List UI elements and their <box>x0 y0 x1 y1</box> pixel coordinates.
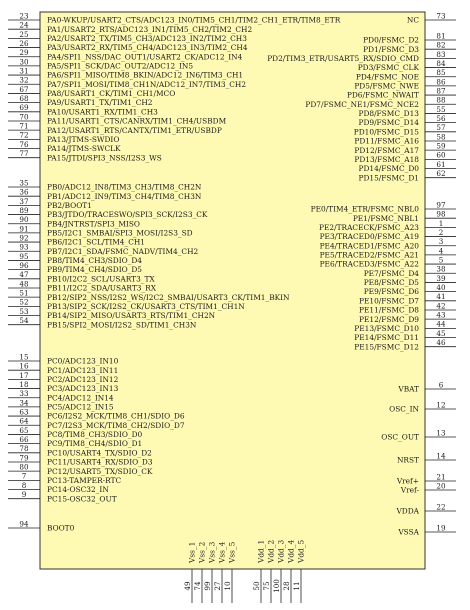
left-pin-9-number: 9 <box>21 490 27 500</box>
left-pin-90-label: PB4/JNTRST/SPI3_MISO <box>47 219 140 229</box>
right-pin-55-number: 55 <box>436 104 446 114</box>
left-pin-68-label: PA9/USART1_TX/TIM1_CH2 <box>47 98 153 108</box>
left-pin-95-number: 95 <box>19 251 29 261</box>
left-pin-91-number: 91 <box>19 224 29 234</box>
left-pin-15-number: 15 <box>19 352 29 362</box>
right-pin-14-label: NRST <box>396 455 419 465</box>
left-pin-31-label: PA6/SPI1_MISO/TIM8_BKIN/ADC12_IN6/TIM3_CH1 <box>47 70 244 80</box>
right-pin-87-label: PD6/FSMC_NWAIT <box>346 90 419 100</box>
right-pin-84-label: PD3/FSMC_CLK <box>357 63 419 73</box>
right-pin-43-number: 43 <box>436 310 446 320</box>
right-pin-40-number: 40 <box>436 283 446 293</box>
left-pin-95-label: PB8/TIM4_CH3/SDIO_D4 <box>47 256 142 266</box>
left-pin-89-label: PB3/JTDO/TRACESWO/SPI3_SCK/I2S3_CK <box>47 210 208 220</box>
left-pin-78-number: 78 <box>19 444 29 454</box>
left-pin-36-number: 36 <box>19 187 29 197</box>
right-pin-42-label: PE11/FSMC_D8 <box>359 305 419 315</box>
left-pin-91-label: PB5/I2C1_SMBAI/SPI3_MOSI/I2S3_SD <box>47 228 193 238</box>
left-pin-24-number: 24 <box>19 20 29 30</box>
bottom-pin-99-label: Vss_3 <box>207 541 217 563</box>
left-pin-65-label: PC8/TIM8_CH3/SDIO_D0 <box>47 430 143 440</box>
right-pin-86-label: PD5/FSMC_NWE <box>354 81 419 91</box>
bottom-pin-10-label: Vss_5 <box>227 541 237 563</box>
right-pin-3-label: PE4/TRACED1/FSMC_A20 <box>319 241 419 251</box>
right-pin-22-label: VDDA <box>396 506 419 516</box>
right-pin-73-label: NC <box>406 15 419 25</box>
right-pin-39-number: 39 <box>436 273 446 283</box>
left-pin-34-number: 34 <box>19 398 29 408</box>
bottom-pin-50-number: 50 <box>252 581 261 591</box>
right-pin-5-label: PE6/TRACED3/FSMC_A22 <box>319 259 419 269</box>
right-pin-20-label: Vref- <box>400 485 419 495</box>
bottom-pin-74-label: Vss_2 <box>197 541 207 563</box>
bottom-pin-100-label: Vdd_3 <box>276 539 286 563</box>
bottom-pin-74-number: 74 <box>193 581 202 591</box>
right-pin-20-number: 20 <box>436 481 446 491</box>
left-pin-94-label: BOOT0 <box>47 523 75 533</box>
left-pin-37-label: PB2/BOOT1 <box>47 200 92 210</box>
left-pin-70-number: 70 <box>19 112 29 122</box>
left-pin-63-label: PC6/I2S2_MCK/TIM8_CH1/SDIO_D6 <box>47 411 185 421</box>
left-pin-31-number: 31 <box>19 66 29 76</box>
left-pin-33-label: PC4/ADC12_IN14 <box>47 393 114 403</box>
right-pin-88-label: PD7/FSMC_NE1/FSMC_NCE2 <box>305 99 419 109</box>
right-pin-2-label: PE3/TRACED0/FSMC_A19 <box>319 232 419 242</box>
bottom-pin-75-label: Vdd_2 <box>266 539 276 563</box>
left-pin-53-label: PB14/SIP2_MISO/USART3_RTS/TIM1_CH2N <box>47 311 216 321</box>
right-pin-41-number: 41 <box>436 292 446 302</box>
left-pin-66-label: PC9/TIM8_CH4/SDIO_D1 <box>47 439 143 449</box>
right-pin-62-number: 62 <box>436 169 446 179</box>
left-pin-18-label: PC3/ADC123_IN13 <box>47 384 119 394</box>
right-pin-13-label: OSC_OUT <box>381 432 419 442</box>
bottom-pin-10-number: 10 <box>223 581 232 591</box>
left-pin-48-label: PB11/I2C2_SDA/USART3_RX <box>47 283 157 293</box>
right-pin-56-label: PD9/FSMC_D14 <box>358 118 419 128</box>
left-pin-80-label: PC12/USART5_TX/SDIO_CK <box>47 466 153 476</box>
right-pin-45-number: 45 <box>436 328 446 338</box>
right-pin-3-number: 3 <box>438 237 444 247</box>
left-pin-68-number: 68 <box>19 94 29 104</box>
left-pin-93-number: 93 <box>19 242 29 252</box>
right-pin-1-number: 1 <box>438 218 444 228</box>
right-pin-83-label: PD2/TIM3_ETR/USART5_RX/SDIO_CMD <box>267 53 419 63</box>
bottom-pin-11-label: Vdd_5 <box>296 539 306 563</box>
right-pin-56-number: 56 <box>436 114 446 124</box>
left-pin-8-number: 8 <box>21 480 27 490</box>
right-pin-39-label: PE8/FSMC_D5 <box>363 278 419 288</box>
left-pin-23-number: 23 <box>19 11 29 21</box>
bottom-pin-27-label: Vss_4 <box>217 541 227 563</box>
left-pin-65-number: 65 <box>19 425 29 435</box>
left-pin-69-number: 69 <box>19 103 29 113</box>
left-pin-67-number: 67 <box>19 84 29 94</box>
bottom-pin-27-number: 27 <box>213 581 222 591</box>
left-pin-89-number: 89 <box>19 205 29 215</box>
left-pin-70-label: PA11/USART1_CTS/CANRX/TIM1_CH4/USBDM <box>47 116 227 126</box>
right-pin-12-label: OSC_IN <box>389 404 419 414</box>
right-pin-55-label: PD8/FSMC_D13 <box>358 109 419 119</box>
right-pin-62-label: PD15/FSMC_D1 <box>358 173 419 183</box>
right-pin-13-number: 13 <box>436 428 446 438</box>
bottom-pin-28-label: Vdd_4 <box>286 539 296 563</box>
right-pin-81-number: 81 <box>436 31 446 41</box>
right-pin-43-label: PE12/FSMC_D9 <box>359 314 419 324</box>
right-pin-59-number: 59 <box>436 141 446 151</box>
left-pin-80-number: 80 <box>19 462 29 472</box>
left-pin-64-number: 64 <box>19 416 29 426</box>
left-pin-7-number: 7 <box>21 471 27 481</box>
left-pin-76-number: 76 <box>19 139 29 149</box>
right-pin-21-number: 21 <box>436 472 446 482</box>
left-pin-18-number: 18 <box>19 379 29 389</box>
left-pin-78-label: PC10/USART4_TX/SDIO_D2 <box>47 448 152 458</box>
right-pin-6-label: VBAT <box>398 384 419 394</box>
right-pin-98-label: PE1/FSMC_NBL1 <box>352 213 419 223</box>
right-pin-14-number: 14 <box>436 451 446 461</box>
right-pin-6-number: 6 <box>438 380 444 390</box>
right-pin-41-label: PE10/FSMC_D7 <box>359 296 419 306</box>
bottom-pin-28-number: 28 <box>282 581 291 591</box>
left-pin-32-number: 32 <box>19 75 29 85</box>
right-pin-57-label: PD10/FSMC_D15 <box>353 127 419 137</box>
left-pin-26-label: PA3/USART2_RX/TIM5_CH4/ADC123_IN3/TIM2_CH4 <box>47 43 248 53</box>
right-pin-19-number: 19 <box>436 523 446 533</box>
left-pin-33-number: 33 <box>19 389 29 399</box>
bottom-pin-11-number: 11 <box>292 581 301 591</box>
left-pin-72-number: 72 <box>19 130 29 140</box>
left-pin-48-number: 48 <box>19 279 29 289</box>
right-pin-2-number: 2 <box>438 227 444 237</box>
right-pin-59-label: PD12/FSMC_A17 <box>354 145 419 155</box>
left-pin-30-number: 30 <box>19 57 29 67</box>
left-pin-17-label: PC2/ADC123_IN12 <box>47 374 119 384</box>
left-pin-77-number: 77 <box>19 149 29 159</box>
left-pin-79-number: 79 <box>19 453 29 463</box>
bottom-pin-100-number: 100 <box>272 579 281 593</box>
right-pin-61-label: PD14/FSMC_D0 <box>358 164 419 174</box>
right-pin-82-number: 82 <box>436 40 446 50</box>
right-pin-22-number: 22 <box>436 502 446 512</box>
right-pin-40-label: PE9/FSMC_D6 <box>363 287 419 297</box>
left-pin-96-label: PB9/TIM4_CH4/SDIO_D5 <box>47 265 142 275</box>
bottom-pin-50-label: Vdd_1 <box>256 539 266 563</box>
left-pin-69-label: PA10/USART1_RX/TIM1_CH3 <box>47 107 158 117</box>
left-pin-7-label: PC13-TAMPER-RTC <box>47 475 122 485</box>
left-pin-29-label: PA4/SPI1_NSS/DAC_OUT1/USART2_CK/ADC12_IN4 <box>47 52 243 62</box>
left-pin-94-number: 94 <box>19 519 29 529</box>
left-pin-17-number: 17 <box>19 370 29 380</box>
left-pin-47-number: 47 <box>19 270 29 280</box>
left-pin-54-label: PB15/SPI2_MOSI/I2S2_SD/TIM1_CH3N <box>47 320 197 330</box>
left-pin-71-number: 71 <box>19 121 29 131</box>
left-pin-52-number: 52 <box>19 297 29 307</box>
left-pin-37-number: 37 <box>19 196 29 206</box>
left-pin-72-label: PA13/JTMS-SWDIO <box>47 134 120 144</box>
right-pin-97-label: PE0/TIM4_ETR/FSMC_NBL0 <box>310 204 419 214</box>
right-pin-38-label: PE7/FSMC_D4 <box>363 268 419 278</box>
right-pin-98-number: 98 <box>436 209 446 219</box>
left-pin-26-number: 26 <box>19 38 29 48</box>
left-pin-64-label: PC7/I2S3_MCK/TIM8_CH2/SDIO_D7 <box>47 420 185 430</box>
left-pin-52-label: PB13/SIP2_SCK/I2S2_CK/USART3_CTS/TIM1_CH1N <box>47 301 245 311</box>
left-pin-79-label: PC11/USART4_RX/SDIO_D3 <box>47 457 153 467</box>
right-pin-61-number: 61 <box>436 159 446 169</box>
left-pin-66-number: 66 <box>19 435 29 445</box>
bottom-pin-49-label: Vss_1 <box>187 541 197 563</box>
right-pin-12-number: 12 <box>436 400 446 410</box>
left-pin-16-number: 16 <box>19 361 29 371</box>
right-pin-58-number: 58 <box>436 132 446 142</box>
right-pin-60-number: 60 <box>436 150 446 160</box>
left-pin-16-label: PC1/ADC123_IN11 <box>47 365 119 375</box>
left-pin-36-label: PB1/ADC12_IN9/TIM3_CH4/TIM8_CH3N <box>47 191 202 201</box>
right-pin-44-number: 44 <box>436 319 446 329</box>
bottom-pin-75-number: 75 <box>262 581 271 591</box>
right-pin-58-label: PD11/FSMC_A16 <box>354 136 419 146</box>
right-pin-19-label: VSSA <box>398 527 419 537</box>
left-pin-8-label: PC14-OSC32_IN <box>47 485 109 495</box>
right-pin-4-label: PE5/TRACED2/FSMC_A21 <box>319 250 419 260</box>
left-pin-54-number: 54 <box>19 316 29 326</box>
right-pin-1-label: PE2/TRACECK/FSMC_A23 <box>319 222 419 232</box>
right-pin-87-number: 87 <box>436 86 446 96</box>
left-pin-77-label: PA15/JTDI/SPI3_NSS/I2S3_WS <box>47 153 162 163</box>
left-pin-23-label: PA0-WKUP/USART2_CTS/ADC123_IN0/TIM5_CH1/TIM2_CH1_ETR/TIM8_ETR <box>47 15 341 25</box>
bottom-pin-99-number: 99 <box>203 581 212 591</box>
right-pin-84-number: 84 <box>436 58 446 68</box>
right-pin-97-number: 97 <box>436 200 446 210</box>
left-pin-96-number: 96 <box>19 261 29 271</box>
left-pin-25-label: PA2/USART2_TX/TIM5_CH3/ADC123_IN2/TIM2_CH3 <box>47 33 247 43</box>
left-pin-24-label: PA1/USART2_RTS/ADC123_IN1/TIM5_CH2/TIM2_CH2 <box>47 24 253 34</box>
left-pin-35-number: 35 <box>19 178 29 188</box>
right-pin-21-label: Vref+ <box>396 476 419 486</box>
left-pin-25-number: 25 <box>19 29 29 39</box>
right-pin-38-number: 38 <box>436 264 446 274</box>
right-pin-4-number: 4 <box>438 246 444 256</box>
left-pin-51-number: 51 <box>19 288 29 298</box>
left-pin-9-label: PC15-OSC32_OUT <box>47 494 117 504</box>
left-pin-71-label: PA12/USART1_RTS/CANTX/TIM1_ETR/USBDP <box>47 125 222 135</box>
left-pin-34-label: PC5/ADC12_IN15 <box>47 402 114 412</box>
right-pin-85-label: PD4/FSMC_NOE <box>355 72 419 82</box>
left-pin-53-number: 53 <box>19 306 29 316</box>
right-pin-44-label: PE13/FSMC_D10 <box>354 323 419 333</box>
left-pin-93-label: PB7/I2C1_SDA/FSMC_NADV/TIM4_CH2 <box>47 246 199 256</box>
left-pin-92-label: PB6/I2C1_SCL/TIM4_CH1 <box>47 237 146 247</box>
right-pin-83-number: 83 <box>436 49 446 59</box>
bottom-pin-49-number: 49 <box>183 581 192 591</box>
left-pin-15-label: PC0/ADC123_IN10 <box>47 356 119 366</box>
right-pin-73-number: 73 <box>436 11 446 21</box>
right-pin-46-number: 46 <box>436 338 446 348</box>
left-pin-30-label: PA5/SPI1_SCK/DAC_OUT2/ADC12_IN5 <box>47 61 194 71</box>
right-pin-5-number: 5 <box>438 255 444 265</box>
right-pin-57-number: 57 <box>436 123 446 133</box>
right-pin-60-label: PD13/FSMC_A18 <box>354 154 419 164</box>
right-pin-81-label: PD0/FSMC_D2 <box>363 35 419 45</box>
left-pin-47-label: PB10/I2C2_SCL/USART3_TX <box>47 274 155 284</box>
left-pin-35-label: PB0/ADC12_IN8/TIM3_CH3/TIM8_CH2N <box>47 182 202 192</box>
right-pin-86-number: 86 <box>436 77 446 87</box>
left-pin-63-number: 63 <box>19 407 29 417</box>
right-pin-82-label: PD1/FSMC_D3 <box>363 44 419 54</box>
right-pin-42-number: 42 <box>436 301 446 311</box>
left-pin-92-number: 92 <box>19 233 29 243</box>
right-pin-46-label: PE15/FSMC_D12 <box>354 342 419 352</box>
left-pin-90-number: 90 <box>19 215 29 225</box>
left-pin-29-number: 29 <box>19 48 29 58</box>
left-pin-67-label: PA8/USART1_CK/TIM1_CH1/MCO <box>47 89 176 99</box>
left-pin-51-label: PB12/SIP2_NSS/I2S2_WS/I2C2_SMBAI/USART3_CK/TIM1_BKIN <box>47 292 290 302</box>
right-pin-88-number: 88 <box>436 95 446 105</box>
left-pin-76-label: PA14/JTMS-SWCLK <box>47 144 121 154</box>
left-pin-32-label: PA7/SPI1_MOSI/TIM8_CH1N/ADC12_IN7/TIM3_CH2 <box>47 79 247 89</box>
right-pin-45-label: PE14/FSMC_D11 <box>354 333 419 343</box>
right-pin-85-number: 85 <box>436 68 446 78</box>
